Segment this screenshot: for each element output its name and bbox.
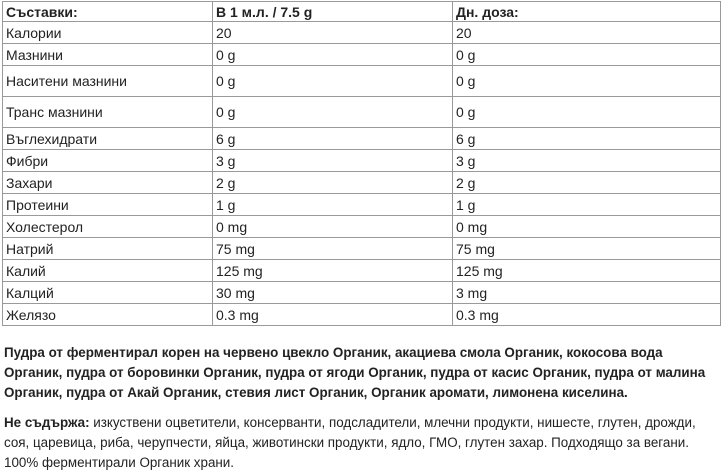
table-row [3, 150, 721, 172]
cell-daily-dose: 6 g [453, 128, 721, 150]
cell-nutrient: Калории [3, 22, 213, 44]
cell-nutrient: Захари [3, 172, 213, 194]
cell-daily-dose: 1 g [453, 194, 721, 216]
cell-nutrient: Мазнини [3, 44, 213, 66]
cell-daily-dose: 125 mg [453, 260, 721, 282]
cell-nutrient: Калций [3, 282, 213, 304]
table-row [3, 22, 721, 44]
cell-per-serving: 0 g [213, 44, 453, 66]
cell-daily-dose: 0.3 mg [453, 304, 721, 326]
table-row [3, 260, 721, 282]
table-row [3, 97, 721, 128]
cell-daily-dose: 3 g [453, 150, 721, 172]
table-row [3, 128, 721, 150]
cell-daily-dose: 0 g [453, 44, 721, 66]
cell-nutrient: Фибри [3, 150, 213, 172]
contains-not-text: изкуствени оцветители, консерванти, подсладители, млечни продукти, нишесте, глутен, дрожди, соя, царевица, риба, черупчести, яйца, животински продукти, ядло, ГМО, глутен захар. Подходящо за вегани. 100% ферментирали Органик храни. [4, 415, 696, 470]
cell-per-serving: 20 [213, 22, 453, 44]
cell-per-serving: 0 mg [213, 216, 453, 238]
cell-per-serving: 30 mg [213, 282, 453, 304]
cell-per-serving: 1 g [213, 194, 453, 216]
cell-per-serving: 0.3 mg [213, 304, 453, 326]
cell-nutrient: Желязо [3, 304, 213, 326]
cell-per-serving: 3 g [213, 150, 453, 172]
cell-daily-dose: 20 [453, 22, 721, 44]
cell-per-serving: 0 g [213, 97, 453, 128]
cell-per-serving: 2 g [213, 172, 453, 194]
table-row [3, 66, 721, 97]
cell-daily-dose: 3 mg [453, 282, 721, 304]
cell-daily-dose: 0 g [453, 97, 721, 128]
ingredients-paragraph: Пудра от ферментирал корен на червено цвекло Органик, акациева смола Органик, кокосова вода Органик, пудра от боровинки Органик, пудра от ягоди Органик, пудра от касис Органик, пудра от малина Органик, пудра от Акай Органик, стевия лист Органик, Органик аромати, лимонена киселина. [4, 345, 706, 400]
header-ingredients: Съставки: [3, 2, 213, 22]
cell-nutrient: Наситени мазнини [3, 66, 213, 97]
table-row [3, 44, 721, 66]
header-per-serving: В 1 м.л. / 7.5 g [213, 2, 453, 22]
cell-per-serving: 75 mg [213, 238, 453, 260]
cell-per-serving: 125 mg [213, 260, 453, 282]
cell-per-serving: 6 g [213, 128, 453, 150]
cell-nutrient: Транс мазнини [3, 97, 213, 128]
table-row [3, 216, 721, 238]
cell-nutrient: Натрий [3, 238, 213, 260]
cell-daily-dose: 2 g [453, 172, 721, 194]
table-row [3, 238, 721, 260]
table-row [3, 282, 721, 304]
cell-daily-dose: 75 mg [453, 238, 721, 260]
header-daily-dose: Дн. доза: [453, 2, 721, 22]
table-header-row [3, 2, 721, 22]
cell-daily-dose: 0 mg [453, 216, 721, 238]
nutrition-table [2, 1, 721, 326]
contains-not-paragraph [4, 413, 720, 473]
cell-nutrient: Въглехидрати [3, 128, 213, 150]
contains-not-label: Не съдържа: [4, 415, 90, 430]
cell-per-serving: 0 g [213, 66, 453, 97]
cell-daily-dose: 0 g [453, 66, 721, 97]
cell-nutrient: Протеини [3, 194, 213, 216]
table-row [3, 172, 721, 194]
cell-nutrient: Калий [3, 260, 213, 282]
table-row [3, 194, 721, 216]
cell-nutrient: Холестерол [3, 216, 213, 238]
table-row [3, 304, 721, 326]
